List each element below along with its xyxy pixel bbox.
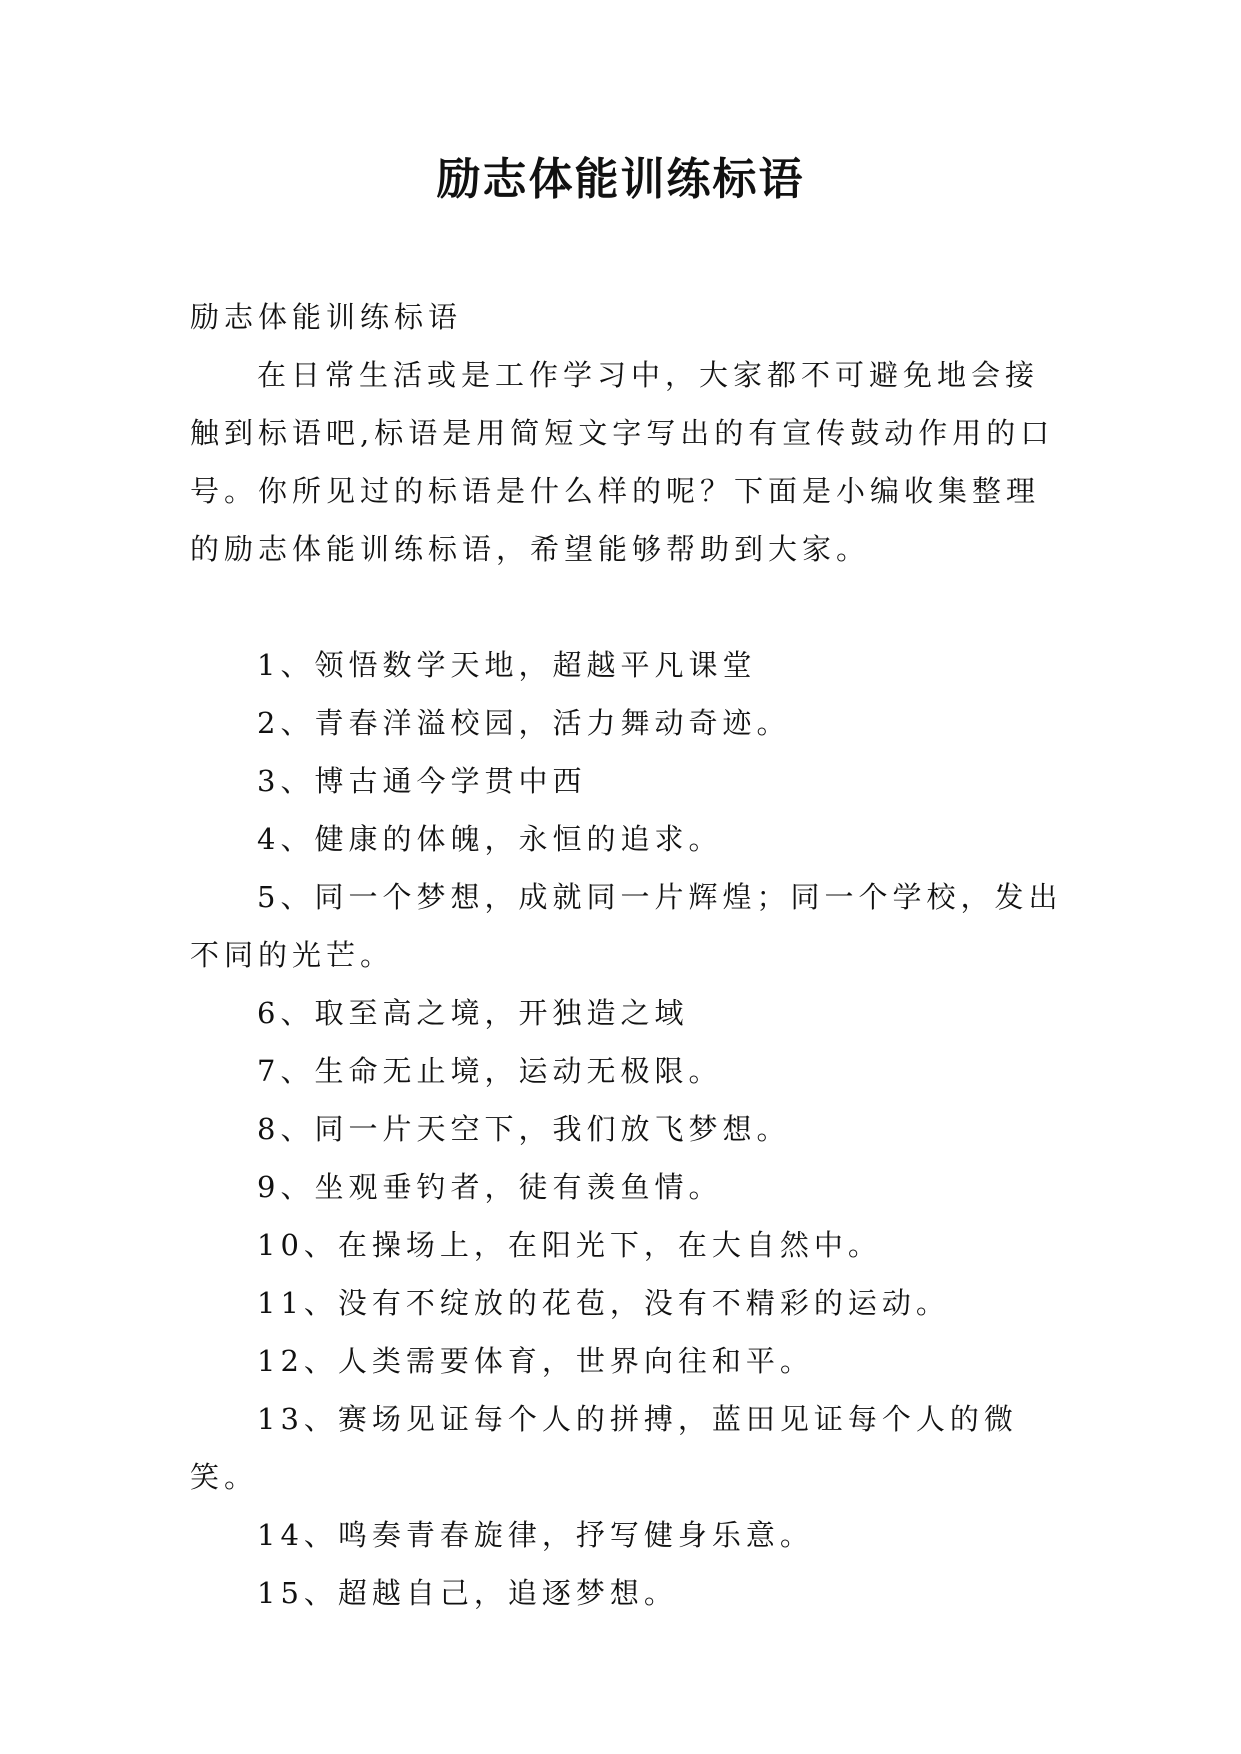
slogan-item: 4、健康的体魄，永恒的追求。 bbox=[257, 822, 723, 856]
slogan-item: 13、赛场见证每个人的拼搏，蓝田见证每个人的微笑。 bbox=[190, 1402, 1018, 1494]
slogan-item: 6、取至高之境，开独造之域 bbox=[257, 996, 689, 1030]
slogan-item: 12、人类需要体育，世界向往和平。 bbox=[257, 1344, 814, 1378]
paragraph-spacer bbox=[190, 578, 1070, 636]
document-title: 励志体能训练标语 bbox=[436, 154, 805, 205]
slogan-item: 9、坐观垂钓者，徒有羡鱼情。 bbox=[257, 1170, 723, 1204]
intro-paragraph: 在日常生活或是工作学习中，大家都不可避免地会接触到标语吧,标语是用简短文字写出的有宣传鼓动作用的口号。你所见过的标语是什么样的呢？下面是小编收集整理的励志体能训练标语，希望能够帮助到大家。 bbox=[190, 358, 1055, 566]
document-subtitle: 励志体能训练标语 bbox=[190, 300, 463, 334]
document-body bbox=[190, 288, 1070, 1622]
slogan-item: 3、博古通今学贯中西 bbox=[257, 764, 587, 798]
slogan-item: 15、超越自己，追逐梦想。 bbox=[257, 1576, 678, 1610]
slogan-list bbox=[190, 636, 1070, 1622]
slogan-item: 1、领悟数学天地，超越平凡课堂 bbox=[257, 648, 757, 682]
slogan-item: 2、青春洋溢校园，活力舞动奇迹。 bbox=[257, 706, 791, 740]
slogan-item: 5、同一个梦想，成就同一片辉煌；同一个学校，发出不同的光芒。 bbox=[190, 880, 1063, 972]
slogan-item: 10、在操场上，在阳光下，在大自然中。 bbox=[257, 1228, 882, 1262]
slogan-item: 8、同一片天空下，我们放飞梦想。 bbox=[257, 1112, 791, 1146]
slogan-item: 14、鸣奏青春旋律，抒写健身乐意。 bbox=[257, 1518, 814, 1552]
slogan-item: 7、生命无止境，运动无极限。 bbox=[257, 1054, 723, 1088]
slogan-item: 11、没有不绽放的花苞，没有不精彩的运动。 bbox=[257, 1286, 950, 1320]
